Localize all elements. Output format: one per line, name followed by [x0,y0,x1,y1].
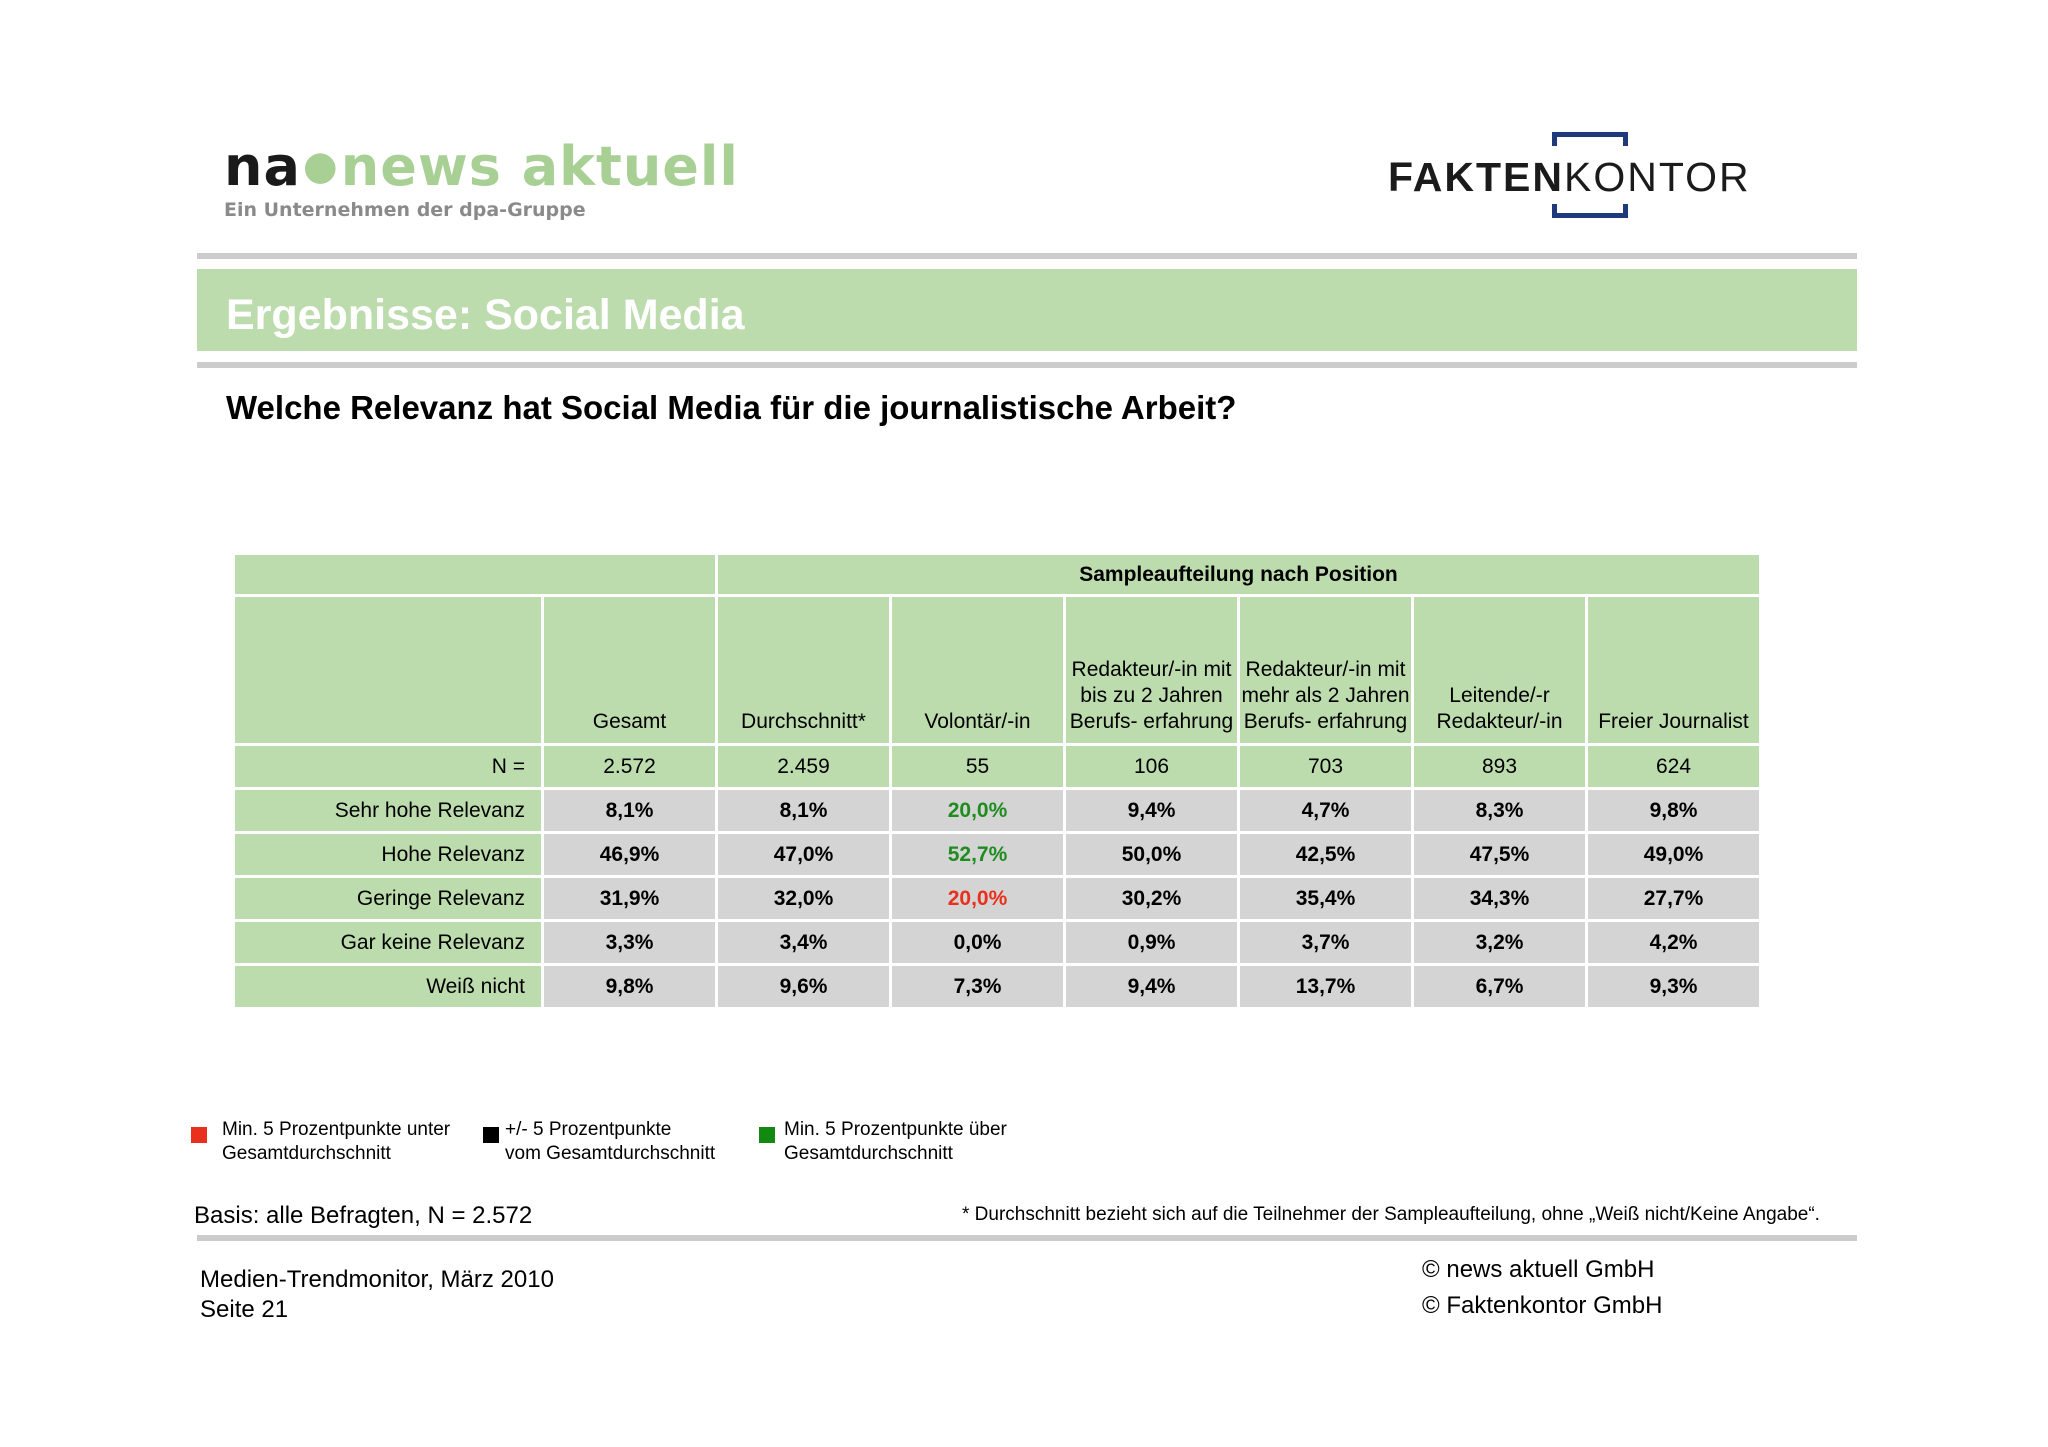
value-cell: 27,7% [1587,877,1761,921]
column-header: Redakteur/-in mit mehr als 2 Jahren Berufs- erfahrung [1239,596,1413,745]
value-cell: 9,4% [1065,789,1239,833]
row-label: Gar keine Relevanz [234,921,543,965]
top-divider [197,253,1857,259]
faktenkontor-logo [1388,132,1808,224]
value-cell: 32,0% [717,877,891,921]
copyright-faktenkontor: © Faktenkontor GmbH [1422,1292,1663,1319]
footer-divider [197,1235,1857,1241]
sample-size-cell: 893 [1413,745,1587,789]
table-row [234,877,1761,921]
value-cell: 13,7% [1239,965,1413,1009]
value-cell: 35,4% [1239,877,1413,921]
column-header: Volontär/-in [891,596,1065,745]
na-logo-prefix: na [224,135,301,198]
news-aktuell-wordmark [224,135,739,198]
legend-red-square-icon [191,1127,207,1143]
copyright-news-aktuell: © news aktuell GmbH [1422,1256,1655,1283]
value-cell: 9,4% [1065,965,1239,1009]
column-header: Leitende/-r Redakteur/-in [1413,596,1587,745]
legend-text: +/- 5 Prozentpunkte [505,1119,672,1140]
column-header: Gesamt [543,596,717,745]
na-logo-name: news aktuell [340,135,739,198]
value-cell: 7,3% [891,965,1065,1009]
value-cell-above-average: 52,7% [891,833,1065,877]
value-cell: 3,7% [1239,921,1413,965]
table-corner-lower [234,596,543,745]
value-cell: 9,8% [1587,789,1761,833]
column-header: Durchschnitt* [717,596,891,745]
report-name: Medien-Trendmonitor, März 2010 [200,1266,554,1293]
fk-logo-bold: FAKTEN [1388,154,1564,200]
logo-dot-icon: ● [302,143,339,189]
value-cell: 0,0% [891,921,1065,965]
basis-note: Basis: alle Befragten, N = 2.572 [194,1202,533,1229]
footer-right [1422,1252,1662,1324]
legend-text: Min. 5 Prozentpunkte über [784,1119,1007,1140]
survey-question: Welche Relevanz hat Social Media für die journalistische Arbeit? [226,389,1237,426]
value-cell: 9,6% [717,965,891,1009]
value-cell: 3,3% [543,921,717,965]
legend-text: Gesamtdurchschnitt [784,1143,953,1164]
value-cell: 3,4% [717,921,891,965]
table-corner [234,554,717,596]
value-cell: 42,5% [1239,833,1413,877]
value-cell: 9,8% [543,965,717,1009]
legend-item-below [222,1118,450,1166]
row-label: Hohe Relevanz [234,833,543,877]
value-cell: 31,9% [543,877,717,921]
value-cell: 34,3% [1413,877,1587,921]
sample-size-cell: 703 [1239,745,1413,789]
legend-text: Min. 5 Prozentpunkte unter [222,1119,451,1140]
value-cell: 50,0% [1065,833,1239,877]
page-title: Ergebnisse: Social Media [226,291,745,339]
na-logo-subline: Ein Unternehmen der dpa-Gruppe [224,199,586,221]
value-cell: 49,0% [1587,833,1761,877]
row-label: Weiß nicht [234,965,543,1009]
value-cell: 8,1% [717,789,891,833]
value-cell: 4,2% [1587,921,1761,965]
column-header: Freier Journalist [1587,596,1761,745]
sample-size-row [234,745,1761,789]
legend-text: vom Gesamtdurchschnitt [505,1143,716,1164]
sample-size-cell: 55 [891,745,1065,789]
legend-green-square-icon [759,1127,775,1143]
table-row [234,965,1761,1009]
sample-size-cell: 106 [1065,745,1239,789]
value-cell: 30,2% [1065,877,1239,921]
news-aktuell-logo [224,135,739,236]
value-cell: 9,3% [1587,965,1761,1009]
legend-item-above [784,1118,1007,1166]
value-cell: 8,3% [1413,789,1587,833]
value-cell: 47,5% [1413,833,1587,877]
sample-size-cell: 2.459 [717,745,891,789]
results-table [232,552,1762,1010]
faktenkontor-wordmark [1388,154,1751,200]
value-cell: 4,7% [1239,789,1413,833]
row-label: Geringe Relevanz [234,877,543,921]
table-row [234,789,1761,833]
value-cell: 47,0% [717,833,891,877]
value-cell: 46,9% [543,833,717,877]
column-header: Redakteur/-in mit bis zu 2 Jahren Berufs- erfahrung [1065,596,1239,745]
banner-divider [197,362,1857,368]
sample-size-cell: 2.572 [543,745,717,789]
footer-left [200,1265,554,1325]
value-cell-above-average: 20,0% [891,789,1065,833]
value-cell: 8,1% [543,789,717,833]
fk-logo-light: KONTOR [1564,154,1751,200]
row-label: Sehr hohe Relevanz [234,789,543,833]
legend-black-square-icon [483,1127,499,1143]
value-cell: 3,2% [1413,921,1587,965]
page-number: Seite 21 [200,1296,289,1323]
group-header: Sampleaufteilung nach Position [717,554,1761,596]
row-label: N = [234,745,543,789]
table-row [234,833,1761,877]
legend-item-within [505,1118,715,1166]
legend-text: Gesamtdurchschnitt [222,1143,391,1164]
value-cell: 6,7% [1413,965,1587,1009]
value-cell-below-average: 20,0% [891,877,1065,921]
table-row [234,921,1761,965]
footnote: * Durchschnitt bezieht sich auf die Teilnehmer der Sampleaufteilung, ohne „Weiß nicht/Keine Angabe“. [962,1204,1820,1225]
sample-size-cell: 624 [1587,745,1761,789]
value-cell: 0,9% [1065,921,1239,965]
